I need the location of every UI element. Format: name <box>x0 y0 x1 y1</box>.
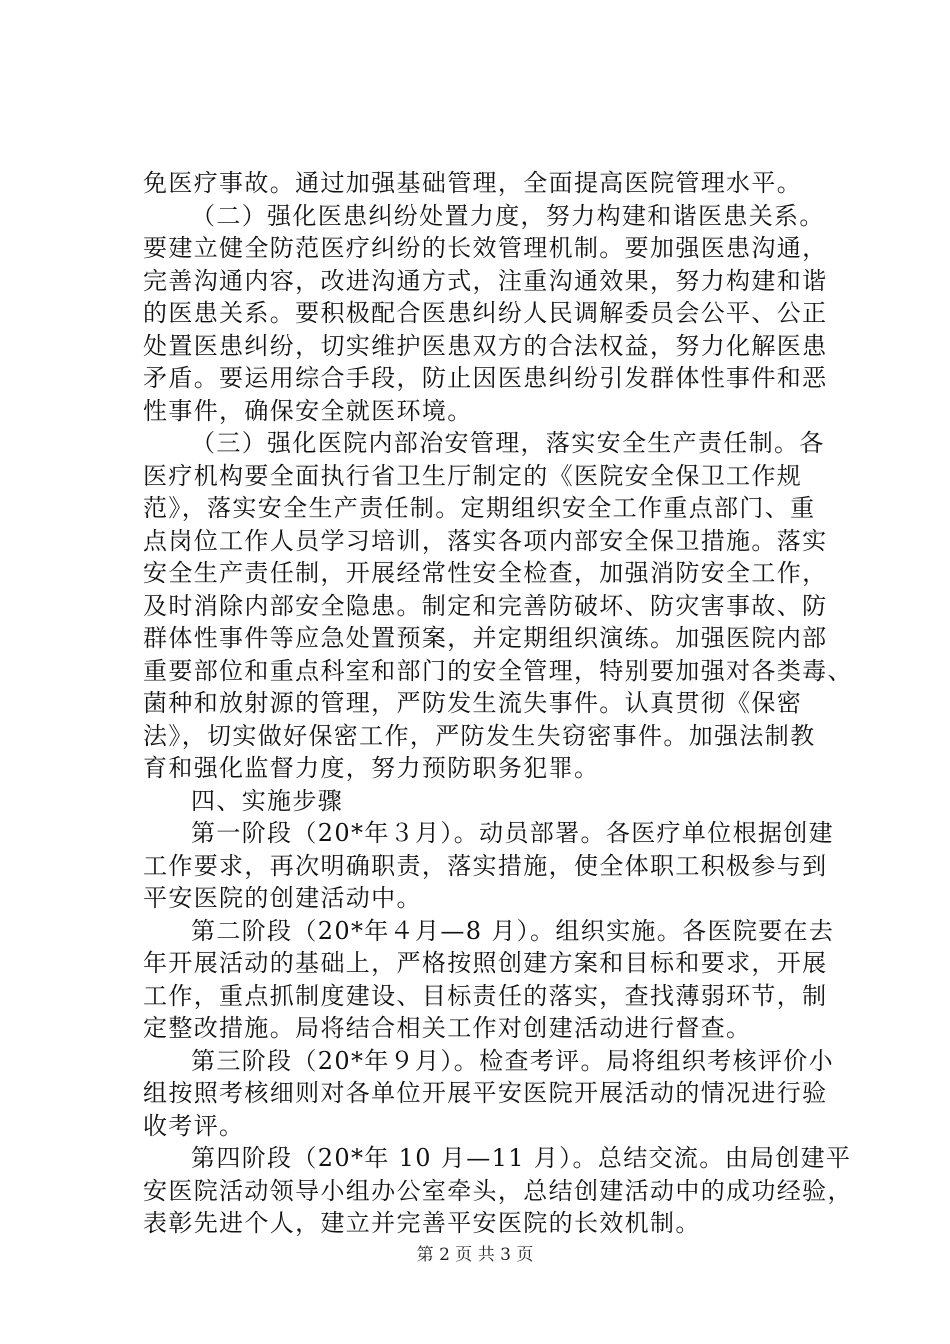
text-line: 第二阶段（20*年４月—8 月）。组织实施。各医院要在去 <box>191 916 835 945</box>
text-line: 范》，落实安全生产责任制。定期组织安全工作重点部门、重 <box>143 494 816 522</box>
text-line: 医疗机构要全面执行省卫生厅制定的《医院安全保卫工作规 <box>143 461 803 490</box>
text-line: 菌种和放射源的管理，严防发生流失事件。认真贯彻《保密 <box>143 689 803 717</box>
text-line: 完善沟通内容，改进沟通方式，注重沟通效果，努力构建和谐 <box>143 266 828 295</box>
text-line: 点岗位工作人员学习培训，落实各项内部安全保卫措施。落实 <box>143 526 828 555</box>
document-body <box>143 167 853 1240</box>
text-line: 及时消除内部安全隐患。制定和完善防破坏、防灾害事故、防 <box>143 591 828 620</box>
text-line: （二）强化医患纠纷处置力度，努力构建和谐医患关系。 <box>191 201 825 230</box>
text-line: 组按照考核细则对各单位开展平安医院开展活动的情况进行验 <box>143 1079 828 1107</box>
text-line: 安全生产责任制，开展经常性安全检查，加强消防安全工作， <box>143 559 828 587</box>
text-line: 工作要求，再次明确职责，落实措施，使全体职工积极参与到 <box>143 851 828 880</box>
text-line: 表彰先进个人，建立并完善平安医院的长效机制。 <box>143 1209 701 1237</box>
text-line: 收考评。 <box>143 1111 245 1140</box>
text-line: 免医疗事故。通过加强基础管理，全面提高医院管理水平。 <box>143 169 803 197</box>
text-line: 要建立健全防范医疗纠纷的长效管理机制。要加强医患沟通， <box>143 234 828 262</box>
text-line: 第四阶段（20*年 10 月—11 月）。总结交流。由局创建平 <box>191 1144 852 1172</box>
text-line: 处置医患纠纷，切实维护医患双方的合法权益，努力化解医患 <box>143 331 828 360</box>
text-line: 第三阶段（20*年９月）。检查考评。局将组织考核评价小 <box>191 1046 834 1075</box>
text-line: 的医患关系。要积极配合医患纠纷人民调解委员会公平、公正 <box>143 299 828 327</box>
text-line: 平安医院的创建活动中。 <box>143 884 422 912</box>
text-line: 工作，重点抓制度建设、目标责任的落实，查找薄弱环节，制 <box>143 981 828 1010</box>
text-line: 群体性事件等应急处置预案，并定期组织演练。加强医院内部 <box>143 624 828 652</box>
text-line: 矛盾。要运用综合手段，防止因医患纠纷引发群体性事件和恶 <box>143 364 828 392</box>
text-line: （三）强化医院内部治安管理，落实安全生产责任制。各 <box>191 429 825 457</box>
text-line: 四、实施步骤 <box>191 786 344 815</box>
text-line: 性事件，确保安全就医环境。 <box>143 396 473 425</box>
text-line: 育和强化监督力度，努力预防职务犯罪。 <box>143 754 600 782</box>
text-line: 法》，切实做好保密工作，严防发生失窃密事件。加强法制教 <box>143 721 816 750</box>
text-line: 安医院活动领导小组办公室牵头，总结创建活动中的成功经验， <box>143 1176 853 1205</box>
text-line: 定整改措施。局将结合相关工作对创建活动进行督查。 <box>143 1014 752 1042</box>
text-line: 年开展活动的基础上，严格按照创建方案和目标和要求，开展 <box>143 949 828 977</box>
text-line: 第一阶段（20*年３月）。动员部署。各医疗单位根据创建 <box>191 819 834 847</box>
page-footer: 第 2 页 共 3 页 <box>416 1245 534 1265</box>
text-line: 重要部位和重点科室和部门的安全管理，特别要加强对各类毒、 <box>143 656 853 685</box>
